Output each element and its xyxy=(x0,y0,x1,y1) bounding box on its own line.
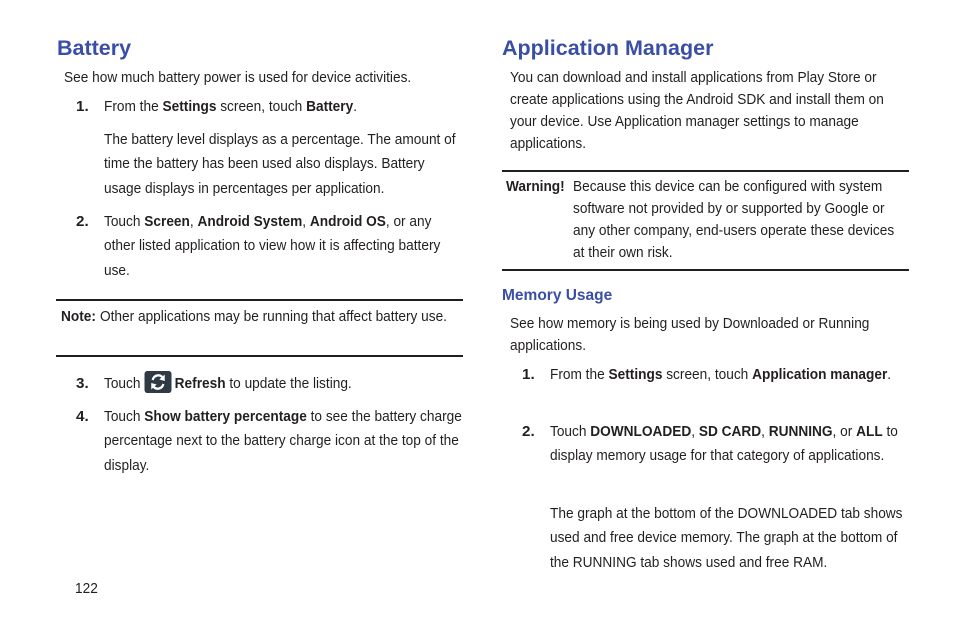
battery-step1-paragraph: The battery level displays as a percentage. The amount of time the battery has been used also displays. Battery usage displays in percentages per application. xyxy=(104,131,456,197)
memory-step2-text: Touch DOWNLOADED, SD CARD, RUNNING, or ALL to display memory usage for that category of applications. xyxy=(550,423,898,465)
note-text: Other applications may be running that affect battery use. xyxy=(100,308,447,325)
warning-bottom-rule xyxy=(502,269,909,271)
page-number: 122 xyxy=(75,580,98,597)
note-top-rule xyxy=(56,299,463,301)
memory-usage-intro: See how memory is being used by Downloaded or Running applications. xyxy=(510,315,870,354)
refresh-icon xyxy=(144,371,171,393)
memory-step1-text: From the Settings screen, touch Application manager. xyxy=(550,366,892,383)
memory-step2-paragraph: The graph at the bottom of the DOWNLOADED tab shows used and free device memory. The graph at the bottom of the RUNNING tab shows used and free RAM. xyxy=(550,505,903,571)
warning-text: Because this device can be configured with system software not provided by or supported by Google or any other company, end-users operate these devices at their own risk. xyxy=(573,178,895,261)
battery-heading: Battery xyxy=(57,36,132,60)
battery-step2-text: Touch Screen, Android System, Android OS, or any other listed application to view how it is affecting battery use. xyxy=(104,213,441,279)
note-bottom-rule xyxy=(56,355,463,357)
memory-usage-heading: Memory Usage xyxy=(502,287,613,304)
warning-label: Warning! xyxy=(506,178,565,195)
memory-step2-number: 2. xyxy=(522,423,535,440)
battery-intro: See how much battery power is used for device activities. xyxy=(64,69,412,86)
battery-step4-number: 4. xyxy=(76,408,89,425)
warning-top-rule xyxy=(502,170,909,172)
battery-step3-number: 3. xyxy=(76,375,89,392)
battery-step2-number: 2. xyxy=(76,213,89,230)
battery-step4-text: Touch Show battery percentage to see the battery charge percentage next to the battery charge icon at the top of the display. xyxy=(104,408,462,474)
battery-step1-number: 1. xyxy=(76,98,89,115)
application-manager-heading: Application Manager xyxy=(502,36,714,60)
application-manager-intro: You can download and install applications from Play Store or create applications using the Android SDK and install them on your device. Use Application manager settings to manage applications. xyxy=(510,69,884,152)
note-label: Note: xyxy=(61,308,96,325)
battery-step1-text: From the Settings screen, touch Battery. xyxy=(104,98,358,115)
battery-step3-text: Touch Refresh to update the listing. xyxy=(104,372,482,396)
memory-step1-number: 1. xyxy=(522,366,535,383)
